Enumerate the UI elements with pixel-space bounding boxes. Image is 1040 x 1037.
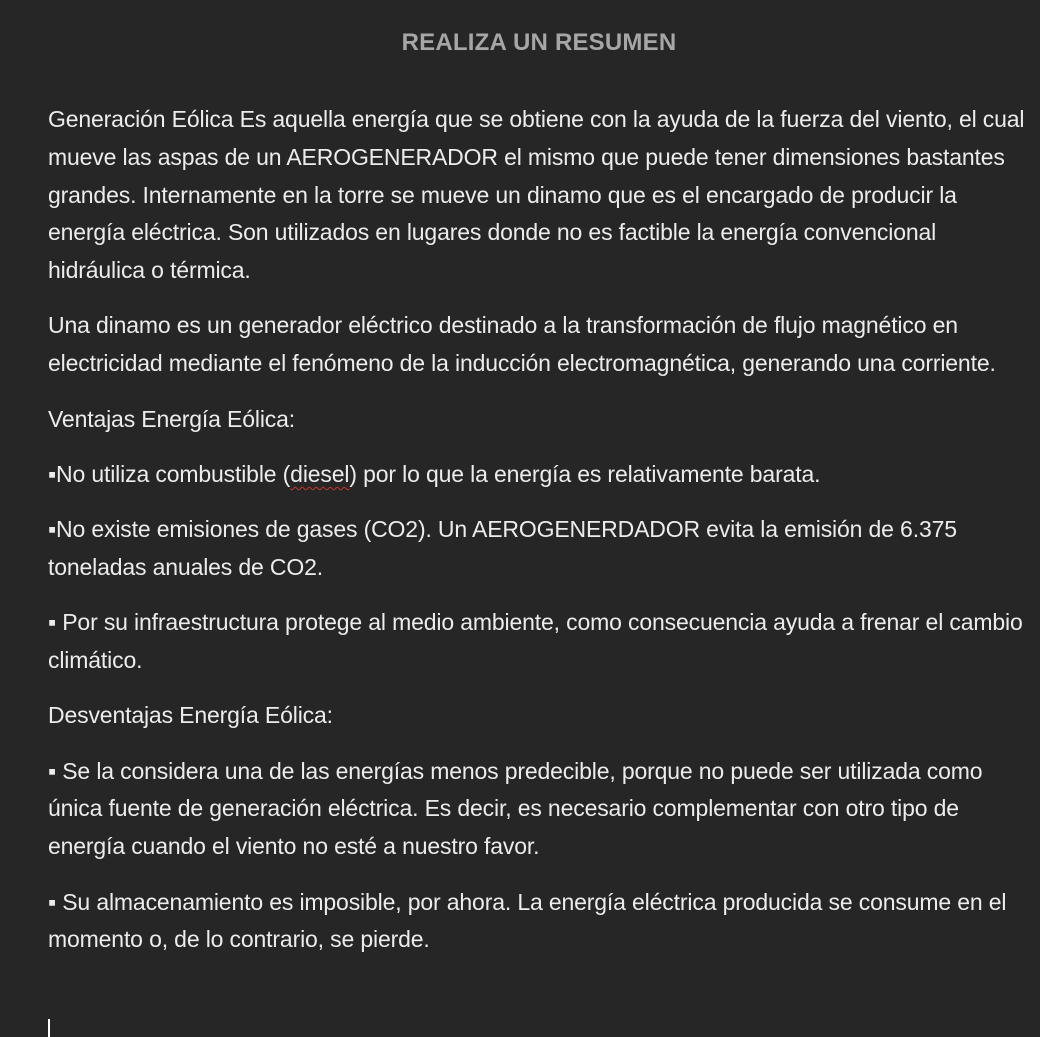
spellcheck-word-diesel[interactable]: diesel — [290, 460, 350, 487]
paragraph-dinamo: Una dinamo es un generador eléctrico destinado a la transformación de flujo magnético en electricidad mediante el fenómeno de la inducción electromagnética, generando una corriente. — [48, 312, 996, 377]
ventaja-1-text-start: ▪No utiliza combustible ( — [48, 460, 291, 487]
desventaja-item-1: ▪ Se la considera una de las energías menos predecible, porque no puede ser utilizada como única fuente de generación eléctrica. Es decir, es necesario complementar con otro tipo de energía cuando el viento no esté a nuestro favor. — [48, 757, 983, 860]
ventaja-1-text-end: ) por lo que la energía es relativamente barata. — [349, 460, 821, 487]
heading-ventajas: Ventajas Energía Eólica: — [48, 405, 296, 432]
desventaja-item-2: ▪ Su almacenamiento es imposible, por ahora. La energía eléctrica producida se consume en el momento o, de lo contrario, se pierde. — [48, 888, 1007, 953]
ventaja-item-2: ▪No existe emisiones de gases (CO2). Un AEROGENERDADOR evita la emisión de 6.375 toneladas anuales de CO2. — [48, 516, 957, 580]
ventaja-item-1 — [48, 456, 1033, 494]
heading-desventajas: Desventajas Energía Eólica: — [48, 702, 333, 729]
ventaja-item-3: ▪ Por su infraestructura protege al medio ambiente, como consecuencia ayuda a frenar el cambio climático. — [48, 609, 1023, 674]
document-body[interactable] — [48, 101, 1033, 977]
text-cursor — [48, 1019, 50, 1037]
document-title: REALIZA UN RESUMEN — [401, 29, 677, 56]
paragraph-generacion-eolica: Generación Eólica Es aquella energía que se obtiene con la ayuda de la fuerza del viento, el cual mueve las aspas de un AEROGENERADOR el mismo que puede tener dimensiones bastantes grandes. Internamente en la torre se mueve un dinamo que es el encargado de producir la energía eléctrica. Son utilizados en lugares donde no es factible la energía convencional hidráulica o térmica. — [48, 106, 1025, 284]
